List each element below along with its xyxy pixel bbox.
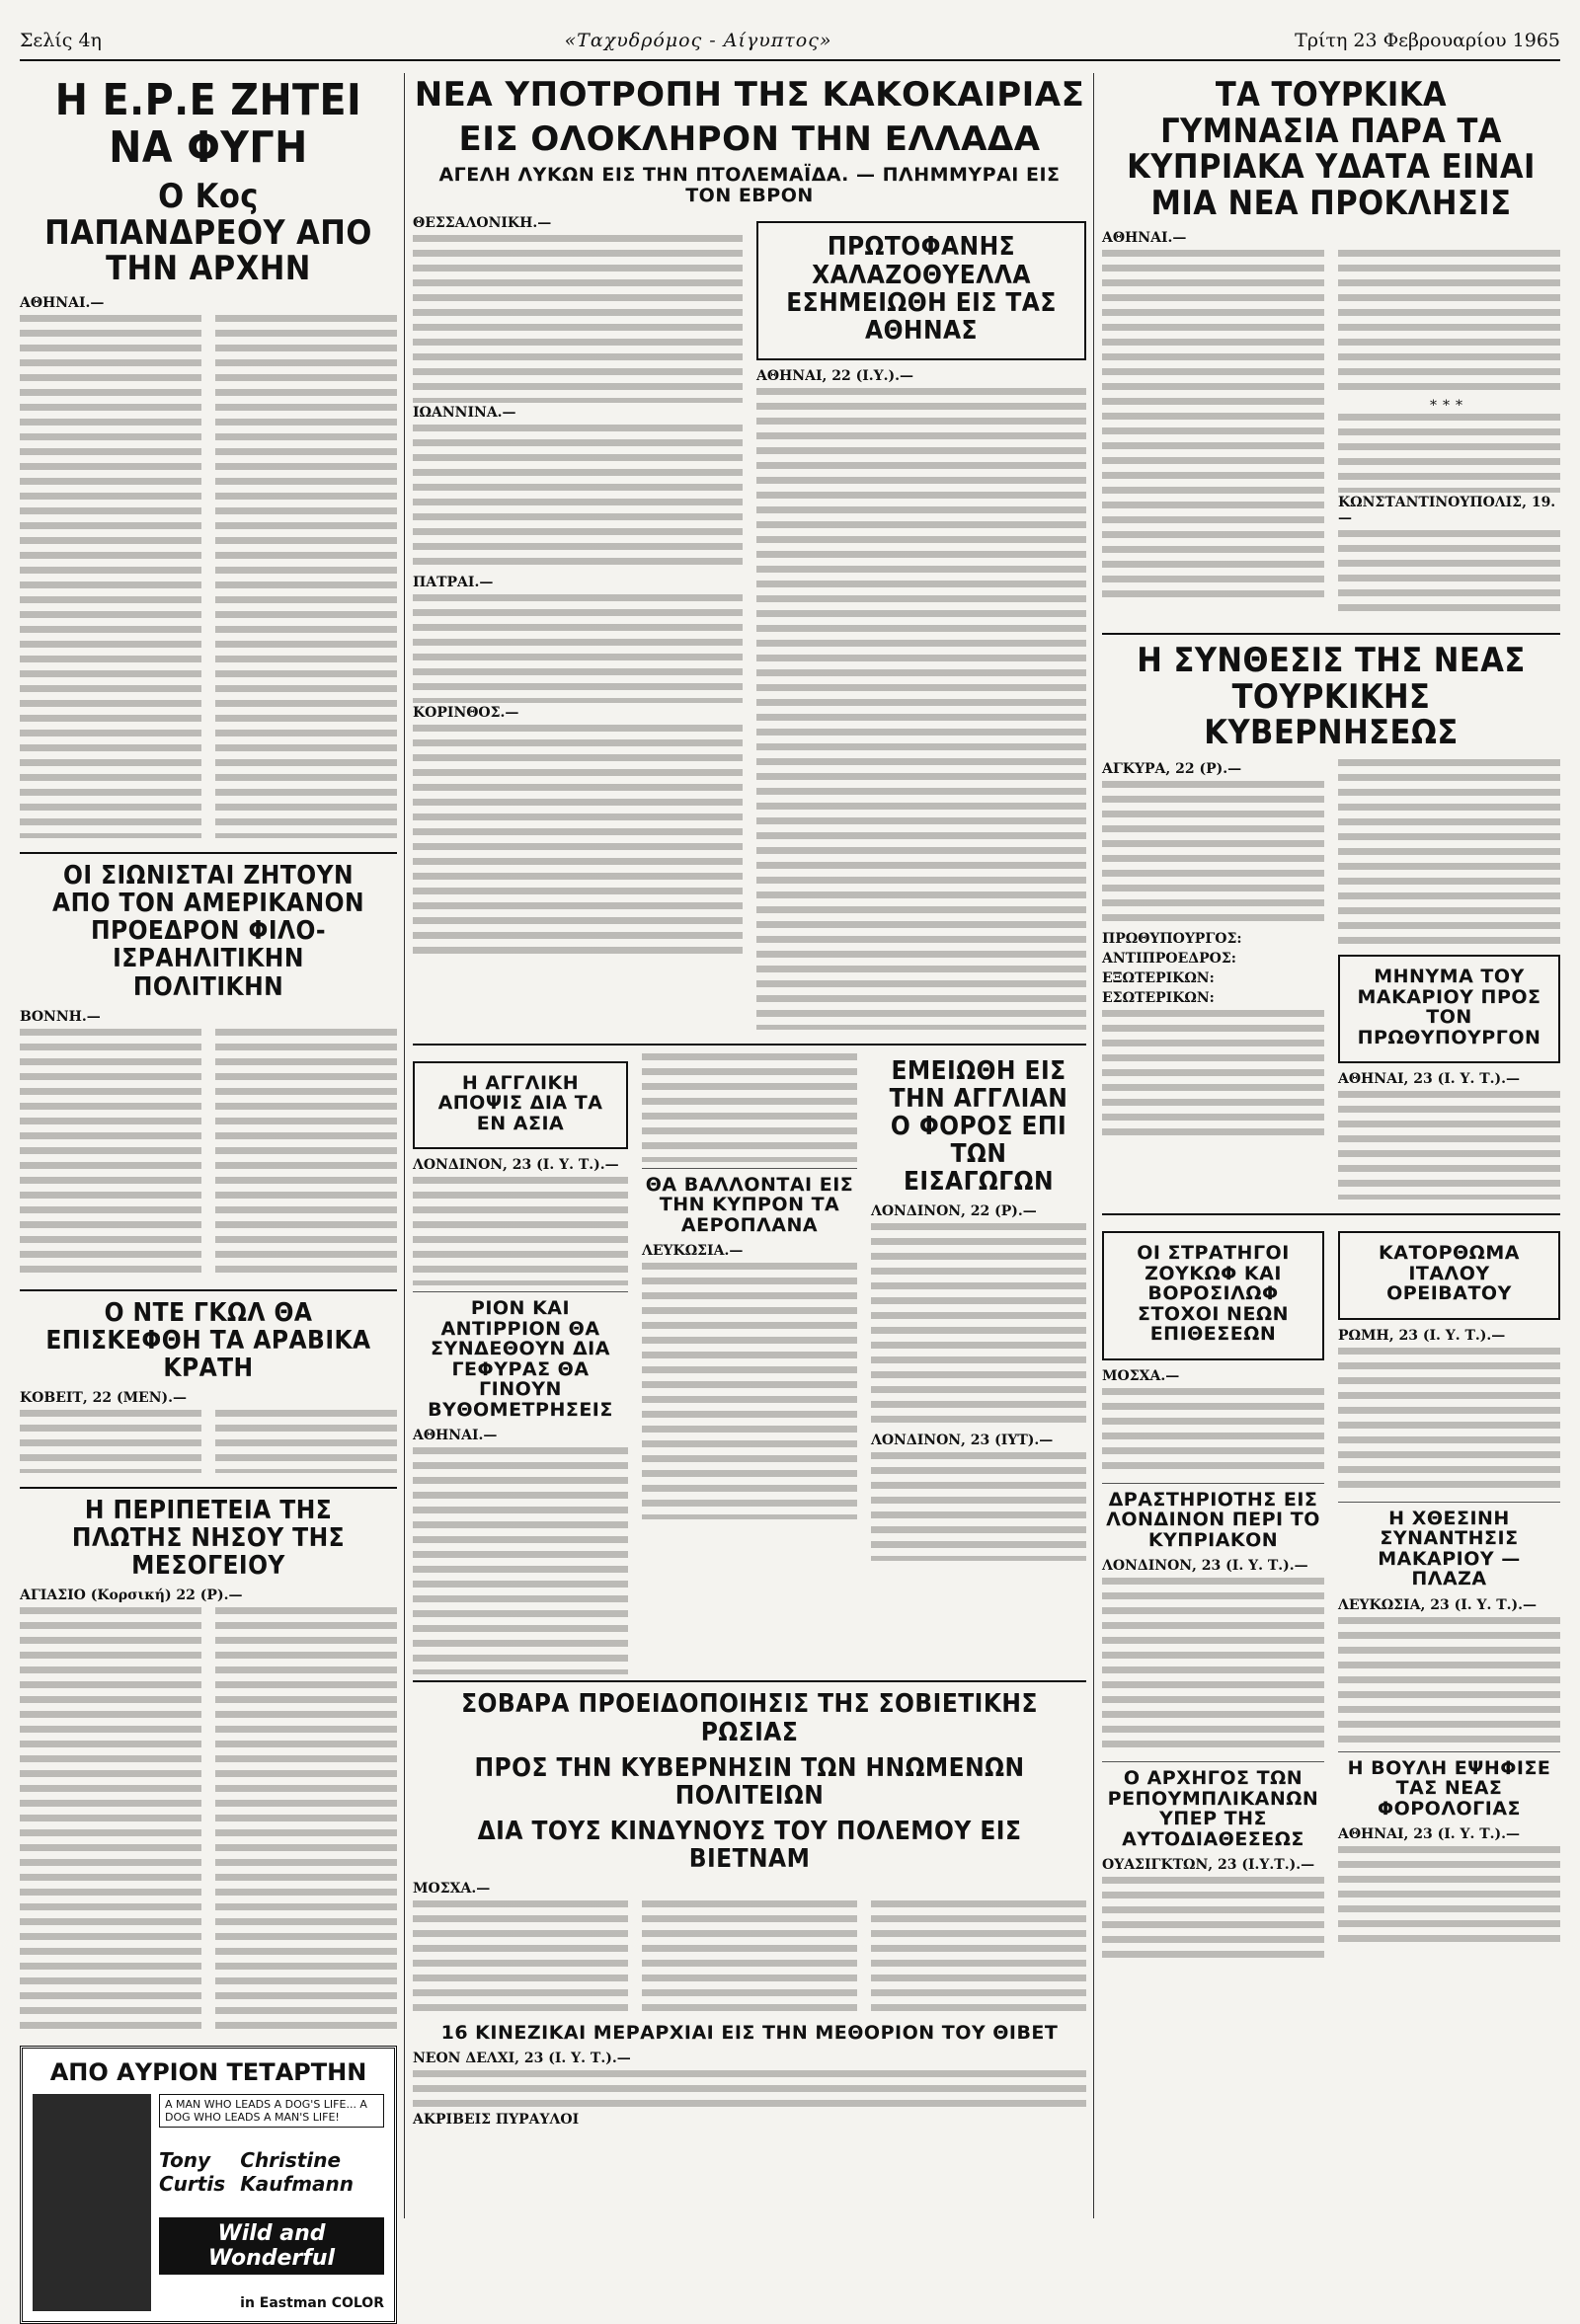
poster-color-note: in Eastman COLOR — [240, 2295, 384, 2312]
text-block — [413, 594, 743, 703]
dateline: ΛΟΝΔΙΝΟΝ, 23 (Ι. Υ. Τ.).— — [413, 1157, 619, 1174]
cinema-advertisement — [20, 2046, 397, 2324]
uk-view-box — [413, 1061, 628, 1150]
text-block — [413, 2070, 1086, 2110]
section-stars: *** — [1430, 397, 1468, 414]
dateline: ΑΘΗΝΑΙ.— — [20, 295, 105, 312]
article-bad-weather — [413, 77, 1086, 1030]
dateline: ΒΟΝΝΗ.— — [20, 1008, 101, 1025]
article-subcolumn — [756, 213, 1086, 1029]
minister-label: ΠΡΩΘΥΠΟΥΡΓΟΣ: — [1102, 931, 1242, 948]
headline: ΜΗΝΥΜΑ ΤΟΥ ΜΑΚΑΡΙΟΥ ΠΡΟΣ ΤΟΝ ΠΡΩΘΥΠΟΥΡΓΟΝ — [1357, 966, 1541, 1048]
text-block — [1102, 250, 1324, 605]
dateline: ΛΟΝΔΙΝΟΝ, 22 (Ρ).— — [871, 1203, 1037, 1220]
article-de-gaulle — [20, 1299, 397, 1473]
headline: Η ΑΓΓΛΙΚΗ ΑΠΟΨΙΣ ΔΙΑ ΤΑ ΕΝ ΑΣΙΑ — [437, 1071, 603, 1134]
dateline: ΛΟΝΔΙΝΟΝ, 23 (Ι. Υ. Τ.).— — [1102, 1558, 1308, 1575]
article-body — [20, 1410, 397, 1473]
text-block — [1102, 781, 1324, 929]
text-block — [1338, 250, 1560, 398]
dateline: ΑΓΙΑΣΙΟ (Κορσική) 22 (Ρ).— — [20, 1588, 243, 1604]
subheadline: ΑΓΕΛΗ ΛΥΚΩΝ ΕΙΣ ΤΗΝ ΠΤΟΛΕΜΑΪΔΑ. — ΠΛΗΜΜΥΡΑΙ ΕΙΣ ΤΟΝ ΕΒΡΟΝ — [438, 164, 1061, 206]
article-turkish-government — [1102, 640, 1560, 1200]
dateline: ΑΘΗΝΑΙ.— — [1102, 229, 1187, 246]
divider — [413, 1680, 1086, 1682]
paper-name: «Ταχυδρόμος - Αίγυπτος» — [564, 30, 832, 51]
headline: ΟΙ ΣΙΩΝΙΣΤΑΙ ΖΗΤΟΥΝ ΑΠΟ ΤΟΝ ΑΜΕΡΙΚΑΝΟΝ ΠΡΟΕΔΡΟΝ ΦΙΛΟ-ΙΣΡΑΗΛΙΤΙΚΗΝ ΠΟΛΙΤΙΚΗΝ — [52, 861, 364, 1002]
headline: Η ΠΕΡΙΠΕΤΕΙΑ ΤΗΣ ΠΛΩΤΗΣ ΝΗΣΟΥ ΤΗΣ ΜΕΣΟΓΕΙΟΥ — [71, 1495, 346, 1581]
dateline: ΝΕΟΝ ΔΕΛΧΙ, 23 (Ι. Υ. Τ.).— — [413, 2051, 631, 2067]
divider — [20, 1487, 397, 1489]
poster-star: Tony Curtis — [159, 2148, 226, 2197]
middle-lower-row — [413, 1053, 1086, 1675]
dateline: ΛΟΝΔΙΝΟΝ, 23 (ΙΥΤ).— — [871, 1433, 1054, 1449]
article-soviet-warning — [413, 1690, 1086, 2128]
headline: ΔΡΑΣΤΗΡΙΟΤΗΣ ΕΙΣ ΛΟΝΔΙΝΟΝ ΠΕΡΙ ΤΟ ΚΥΠΡΙΑΚΟΝ — [1106, 1488, 1320, 1551]
poster-star: Christine Kaufmann — [240, 2148, 355, 2197]
text-block — [20, 315, 201, 838]
text-block — [756, 388, 1086, 1030]
text-block — [413, 235, 743, 403]
text-block — [642, 1263, 857, 1519]
dateline: ΑΘΗΝΑΙ, 23 (Ι. Υ. Τ.).— — [1338, 1071, 1521, 1088]
article-zionists — [20, 862, 397, 1275]
headline: ΕΙΣ ΟΛΟΚΛΗΡΟΝ ΤΗΝ ΕΛΛΑΔΑ — [458, 118, 1041, 159]
film-poster — [33, 2094, 384, 2311]
dateline: ΜΟΣΧΑ.— — [1102, 1367, 1180, 1384]
text-block — [1102, 1388, 1324, 1477]
text-block — [20, 1410, 201, 1473]
right-lower-row — [1102, 1223, 1560, 1966]
dateline: ΚΩΝΣΤΑΝΤΙΝΟΥΠΟΛΙΣ, 19.— — [1338, 494, 1556, 526]
headline: ΝΕΑ ΥΠΟΤΡΟΠΗ ΤΗΣ ΚΑΚΟΚΑΙΡΙΑΣ — [414, 75, 1085, 115]
text-block — [871, 1900, 1086, 2019]
issue-date: Τρίτη 23 Φεβρουαρίου 1965 — [1295, 30, 1560, 51]
hailstorm-box — [756, 221, 1086, 359]
text-block — [1338, 1617, 1560, 1745]
headline: ΣΟΒΑΡΑ ΠΡΟΕΙΔΟΠΟΙΗΣΙΣ ΤΗΣ ΣΟΒΙΕΤΙΚΗΣ ΡΩΣΙΑΣ — [461, 1689, 1038, 1747]
divider — [1102, 1761, 1324, 1762]
article-ere — [20, 77, 397, 838]
article-body — [413, 213, 1086, 1029]
headline: Η ΒΟΥΛΗ ΕΨΗΦΙΣΕ ΤΑΣ ΝΕΑΣ ΦΟΡΟΛΟΓΙΑΣ — [1347, 1756, 1551, 1820]
generals-box — [1102, 1231, 1324, 1360]
divider — [413, 1291, 628, 1292]
minister-label: ΑΝΤΙΠΡΟΕΔΡΟΣ: — [1102, 951, 1236, 968]
headline: ΚΑΤΟΡΘΩΜΑ ΙΤΑΛΟΥ ΟΡΕΙΒΑΤΟΥ — [1379, 1242, 1520, 1305]
dateline: ΑΘΗΝΑΙ.— — [413, 1428, 498, 1444]
text-block — [1338, 759, 1560, 947]
headline: Η ΣΥΝΘΕΣΙΣ ΤΗΣ ΝΕΑΣ ΤΟΥΡΚΙΚΗΣ ΚΥΒΕΡΝΗΣΕΩΣ — [1137, 640, 1526, 753]
column-right — [1102, 73, 1560, 2218]
text-block — [642, 1053, 857, 1162]
article-subcolumn — [413, 213, 743, 1029]
poster-tagline: A MAN WHO LEADS A DOG'S LIFE... A DOG WHO LEADS A MAN'S LIFE! — [159, 2094, 384, 2128]
article-turkish-exercises — [1102, 77, 1560, 619]
column-middle — [413, 73, 1086, 2218]
text-block — [215, 1607, 397, 2032]
headline: ΠΡΟΣ ΤΗΝ ΚΥΒΕΡΝΗΣΙΝ ΤΩΝ ΗΝΩΜΕΝΩΝ ΠΟΛΙΤΕΙΩΝ — [474, 1752, 1025, 1811]
article-subcolumn — [1338, 759, 1560, 1200]
poster-cast — [159, 2148, 384, 2196]
headline: ΤΑ ΤΟΥΡΚΙΚΑ ΓΥΜΝΑΣΙΑ ΠΑΡΑ ΤΑ ΚΥΠΡΙΑΚΑ ΥΔΑΤΑ ΕΙΝΑΙ ΜΙΑ ΝΕΑ ΠΡΟΚΛΗΣΙΣ — [1127, 75, 1536, 224]
text-block — [1338, 530, 1560, 619]
dateline: ΑΓΚΥΡΑ, 22 (Ρ).— — [1102, 761, 1242, 778]
article-body — [1102, 759, 1560, 1200]
dateline: ΘΕΣΣΑΛΟΝΙΚΗ.— — [413, 215, 552, 232]
text-block — [413, 1900, 628, 2019]
text-block — [1338, 1348, 1560, 1496]
dateline: ΚΟΒΕΙΤ, 22 (ΜΕΝ).— — [20, 1389, 188, 1406]
page-number: Σελίς 4η — [20, 30, 102, 51]
headline: Ο ΑΡΧΗΓΟΣ ΤΩΝ ΡΕΠΟΥΜΠΛΙΚΑΝΩΝ ΥΠΕΡ ΤΗΣ ΑΥΤΟΔΙΑΘΕΣΕΩΣ — [1107, 1767, 1319, 1850]
headline: Ο ΝΤΕ ΓΚΩΛ ΘΑ ΕΠΙΣΚΕΦΘΗ ΤΑ ΑΡΑΒΙΚΑ ΚΡΑΤΗ — [45, 1297, 371, 1383]
text-block — [1338, 414, 1560, 493]
text-block — [413, 425, 743, 573]
dateline: ΑΘΗΝΑΙ, 23 (Ι. Υ. Τ.).— — [1338, 1826, 1521, 1843]
text-block — [20, 1029, 201, 1276]
divider — [413, 1044, 1086, 1046]
divider — [1102, 633, 1560, 635]
headline: ΟΙ ΣΤΡΑΤΗΓΟΙ ΖΟΥΚΩΦ ΚΑΙ ΒΟΡΟΣΙΛΩΦ ΣΤΟΧΟΙ ΝΕΩΝ ΕΠΙΘΕΣΕΩΝ — [1137, 1242, 1290, 1346]
text-block — [1338, 1846, 1560, 1945]
divider — [1102, 1213, 1560, 1215]
dateline: ΑΘΗΝΑΙ, 22 (Ι.Υ.).— — [756, 367, 914, 384]
makarios-box — [1338, 955, 1560, 1063]
text-block — [871, 1223, 1086, 1431]
text-block — [20, 1607, 201, 2032]
text-block — [1102, 1877, 1324, 1966]
column-rule — [1093, 73, 1094, 2218]
headline: Η Ε.Ρ.Ε ΖΗΤΕΙ ΝΑ ΦΥΓΗ — [54, 75, 362, 173]
article-body — [1102, 250, 1560, 619]
headline: Η ΧΘΕΣΙΝΗ ΣΥΝΑΝΤΗΣΙΣ ΜΑΚΑΡΙΟΥ — ΠΛΑΖΑ — [1378, 1507, 1521, 1590]
article-subcolumn — [1102, 759, 1324, 1200]
headline: ΡΙΟΝ ΚΑΙ ΑΝΤΙΡΡΙΟΝ ΘΑ ΣΥΝΔΕΘΟΥΝ ΔΙΑ ΓΕΦΥΡΑΣ ΘΑ ΓΙΝΟΥΝ ΒΥΘΟΜΕΤΡΗΣΕΙΣ — [428, 1297, 613, 1421]
text-block — [642, 1900, 857, 2019]
middle-lower-left — [413, 1053, 628, 1675]
dateline: ΙΩΑΝΝΙΝΑ.— — [413, 405, 516, 422]
divider — [20, 1289, 397, 1291]
middle-lower-mid — [642, 1053, 857, 1675]
divider — [1338, 1502, 1560, 1503]
poster-film-title: Wild and Wonderful — [159, 2217, 384, 2275]
text-block — [871, 1452, 1086, 1561]
minister-label: ΕΞΩΤΕΡΙΚΩΝ: — [1102, 970, 1215, 987]
dateline: ΛΕΥΚΩΣΙΑ, 23 (Ι. Υ. Τ.).— — [1338, 1596, 1538, 1613]
minister-label: ΕΣΩΤΕΡΙΚΩΝ: — [1102, 990, 1215, 1007]
column-rule — [404, 73, 405, 2218]
text-block — [413, 1177, 628, 1285]
divider — [642, 1168, 857, 1169]
headline: ΕΜΕΙΩΘΗ ΕΙΣ ΤΗΝ ΑΓΓΛΙΑΝ Ο ΦΟΡΟΣ ΕΠΙ ΤΩΝ ΕΙΣΑΓΩΓΩΝ — [889, 1055, 1068, 1198]
text-block — [413, 725, 743, 962]
subheadline: ΑΚΡΙΒΕΙΣ ΠΥΡΑΥΛΟΙ — [413, 2112, 580, 2129]
article-body — [20, 315, 397, 838]
poster-image — [33, 2094, 151, 2311]
headline: 16 ΚΙΝΕΖΙΚΑΙ ΜΕΡΑΡΧΙΑΙ ΕΙΣ ΤΗΝ ΜΕΘΟΡΙΟΝ ΤΟΥ ΘΙΒΕΤ — [440, 2021, 1059, 2044]
right-lower-right — [1338, 1223, 1560, 1966]
text-block — [1102, 1010, 1324, 1138]
text-block — [1102, 1578, 1324, 1755]
middle-lower-right — [871, 1053, 1086, 1675]
poster-copy — [159, 2094, 384, 2311]
dateline: ΚΟΡΙΝΘΟΣ.— — [413, 705, 519, 722]
headline: ΠΡΩΤΟΦΑΝΗΣ ΧΑΛΑΖΟΘΥΕΛΛΑ ΕΣΗΜΕΙΩΘΗ ΕΙΣ ΤΑΣ ΑΘΗΝΑΣ — [786, 232, 1057, 346]
masthead — [20, 22, 1560, 61]
dateline: ΠΑΤΡΑΙ.— — [413, 575, 494, 591]
text-block — [1338, 1091, 1560, 1200]
divider — [1338, 1751, 1560, 1752]
text-block — [215, 1410, 397, 1473]
headline: ΔΙΑ ΤΟΥΣ ΚΙΝΔΥΝΟΥΣ ΤΟΥ ΠΟΛΕΜΟΥ ΕΙΣ ΒΙΕΤΝΑΜ — [477, 1816, 1022, 1874]
text-block — [413, 1447, 628, 1674]
text-block — [215, 1029, 397, 1276]
dateline: ΜΟΣΧΑ.— — [413, 1880, 491, 1897]
dateline: ΡΩΜΗ, 23 (Ι. Υ. Τ.).— — [1338, 1327, 1506, 1344]
article-body — [20, 1029, 397, 1276]
headline: Ο Κος ΠΑΠΑΝΔΡΕΟΥ ΑΠΟ ΤΗΝ ΑΡΧΗΝ — [44, 177, 372, 289]
article-body — [20, 1607, 397, 2032]
italy-box — [1338, 1231, 1560, 1320]
article-subcolumn — [1338, 250, 1560, 619]
right-lower-left — [1102, 1223, 1324, 1966]
dateline: ΟΥΑΣΙΓΚΤΩΝ, 23 (Ι.Υ.Τ.).— — [1102, 1857, 1315, 1874]
text-block — [215, 315, 397, 838]
article-body — [413, 1900, 1086, 2019]
dateline: ΛΕΥΚΩΣΙΑ.— — [642, 1243, 744, 1260]
ad-headline: ΑΠΟ ΑΥΡΙΟΝ ΤΕΤΑΡΤΗΝ — [49, 2058, 367, 2087]
article-floating-island — [20, 1497, 397, 2032]
column-left — [20, 73, 397, 2312]
divider — [20, 852, 397, 854]
divider — [1102, 1483, 1324, 1484]
headline: ΘΑ ΒΑΛΛΟΝΤΑΙ ΕΙΣ ΤΗΝ ΚΥΠΡΟΝ ΤΑ ΑΕΡΟΠΛΑΝΑ — [645, 1173, 854, 1236]
